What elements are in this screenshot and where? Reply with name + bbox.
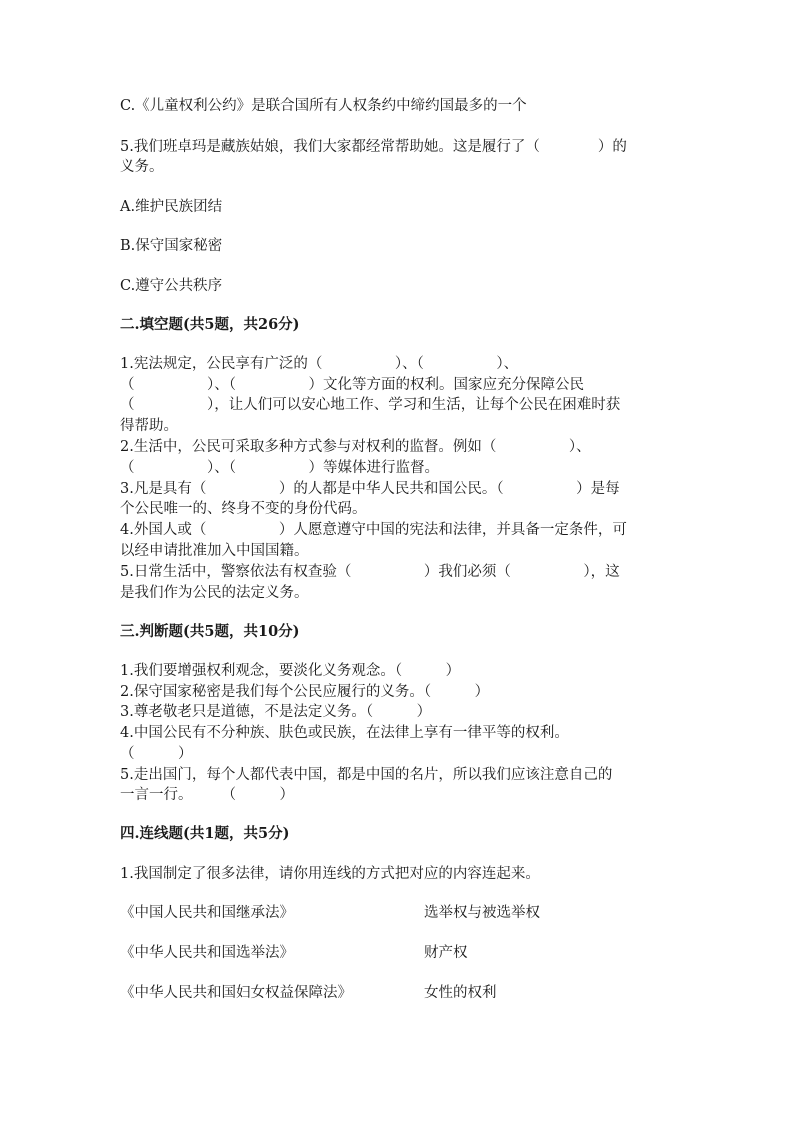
fill-1-line-4: 得帮助。 [120,418,178,434]
option-c-text: C.《儿童权利公约》是联合国所有人权条约中缔约国最多的一个 [120,98,527,114]
question-5-line-1: 5.我们班卓玛是藏族姑娘，我们大家都经常帮助她。这是履行了（ ）的 [120,139,627,155]
question-5-option-b: B.保守国家秘密 [120,238,223,254]
fill-1-line-2: （ ）、（ ）文化等方面的权利。国家应充分保障公民 [120,377,584,393]
judge-2: 2.保守国家秘密是我们每个公民应履行的义务。（ ） [120,684,490,700]
fill-4-line-1: 4.外国人或（ ）人愿意遵守中国的宪法和法律，并具备一定条件，可 [120,522,627,538]
judge-3: 3.尊老敬老只是道德，不是法定义务。（ ） [120,704,432,720]
matching-left-item: 《中国人民共和国继承法》 [120,905,294,921]
question-5-line-2: 义务。 [120,159,164,175]
question-5-option-a: A.维护民族团结 [120,199,223,215]
matching-instruction: 1.我国制定了很多法律，请你用连线的方式把对应的内容连起来。 [120,866,540,882]
judge-5-line-1: 5.走出国门，每个人都代表中国，都是中国的名片，所以我们应该注意自己的 [120,767,613,783]
fill-1-line-1: 1.宪法规定，公民享有广泛的（ ）、（ ）、 [120,356,519,372]
fill-5-line-2: 是我们作为公民的法定义务。 [120,585,309,601]
matching-left-item: 《中华人民共和国妇女权益保障法》 [120,985,352,1001]
judge-5-line-2: 一言一行。 （ ） [120,787,294,803]
fill-3-line-1: 3.凡是具有（ ）的人都是中华人民共和国公民。（ ）是每 [120,481,620,497]
fill-5-line-1: 5.日常生活中，警察依法有权查验（ ）我们必须（ ），这 [120,564,620,580]
matching-right-item: 女性的权利 [424,985,497,1001]
matching-right-item: 选举权与被选举权 [424,905,540,921]
fill-3-line-2: 个公民唯一的、终身不变的身份代码。 [120,501,367,517]
fill-1-line-3: （ ），让人们可以安心地工作、学习和生活，让每个公民在困难时获 [120,397,621,413]
section-title-matching: 四.连线题(共1题，共5分) [120,825,290,842]
judge-4-line-2: （ ） [120,746,193,762]
section-title-true-false: 三.判断题(共5题，共10分) [120,623,300,640]
judge-1: 1.我们要增强权利观念，要淡化义务观念。（ ） [120,663,461,679]
judge-4-line-1: 4.中国公民有不分种族、肤色或民族，在法律上享有一律平等的权利。 [120,725,569,741]
matching-left-item: 《中华人民共和国选举法》 [120,945,294,961]
matching-right-item: 财产权 [424,945,468,961]
fill-2-line-2: （ ）、（ ）等媒体进行监督。 [120,460,439,476]
section-title-fill-in: 二.填空题(共5题，共26分) [120,316,300,333]
question-5-option-c: C.遵守公共秩序 [120,278,223,294]
fill-4-line-2: 以经申请批准加入中国国籍。 [120,543,309,559]
fill-2-line-1: 2.生活中，公民可采取多种方式参与对权利的监督。例如（ ）、 [120,439,591,455]
